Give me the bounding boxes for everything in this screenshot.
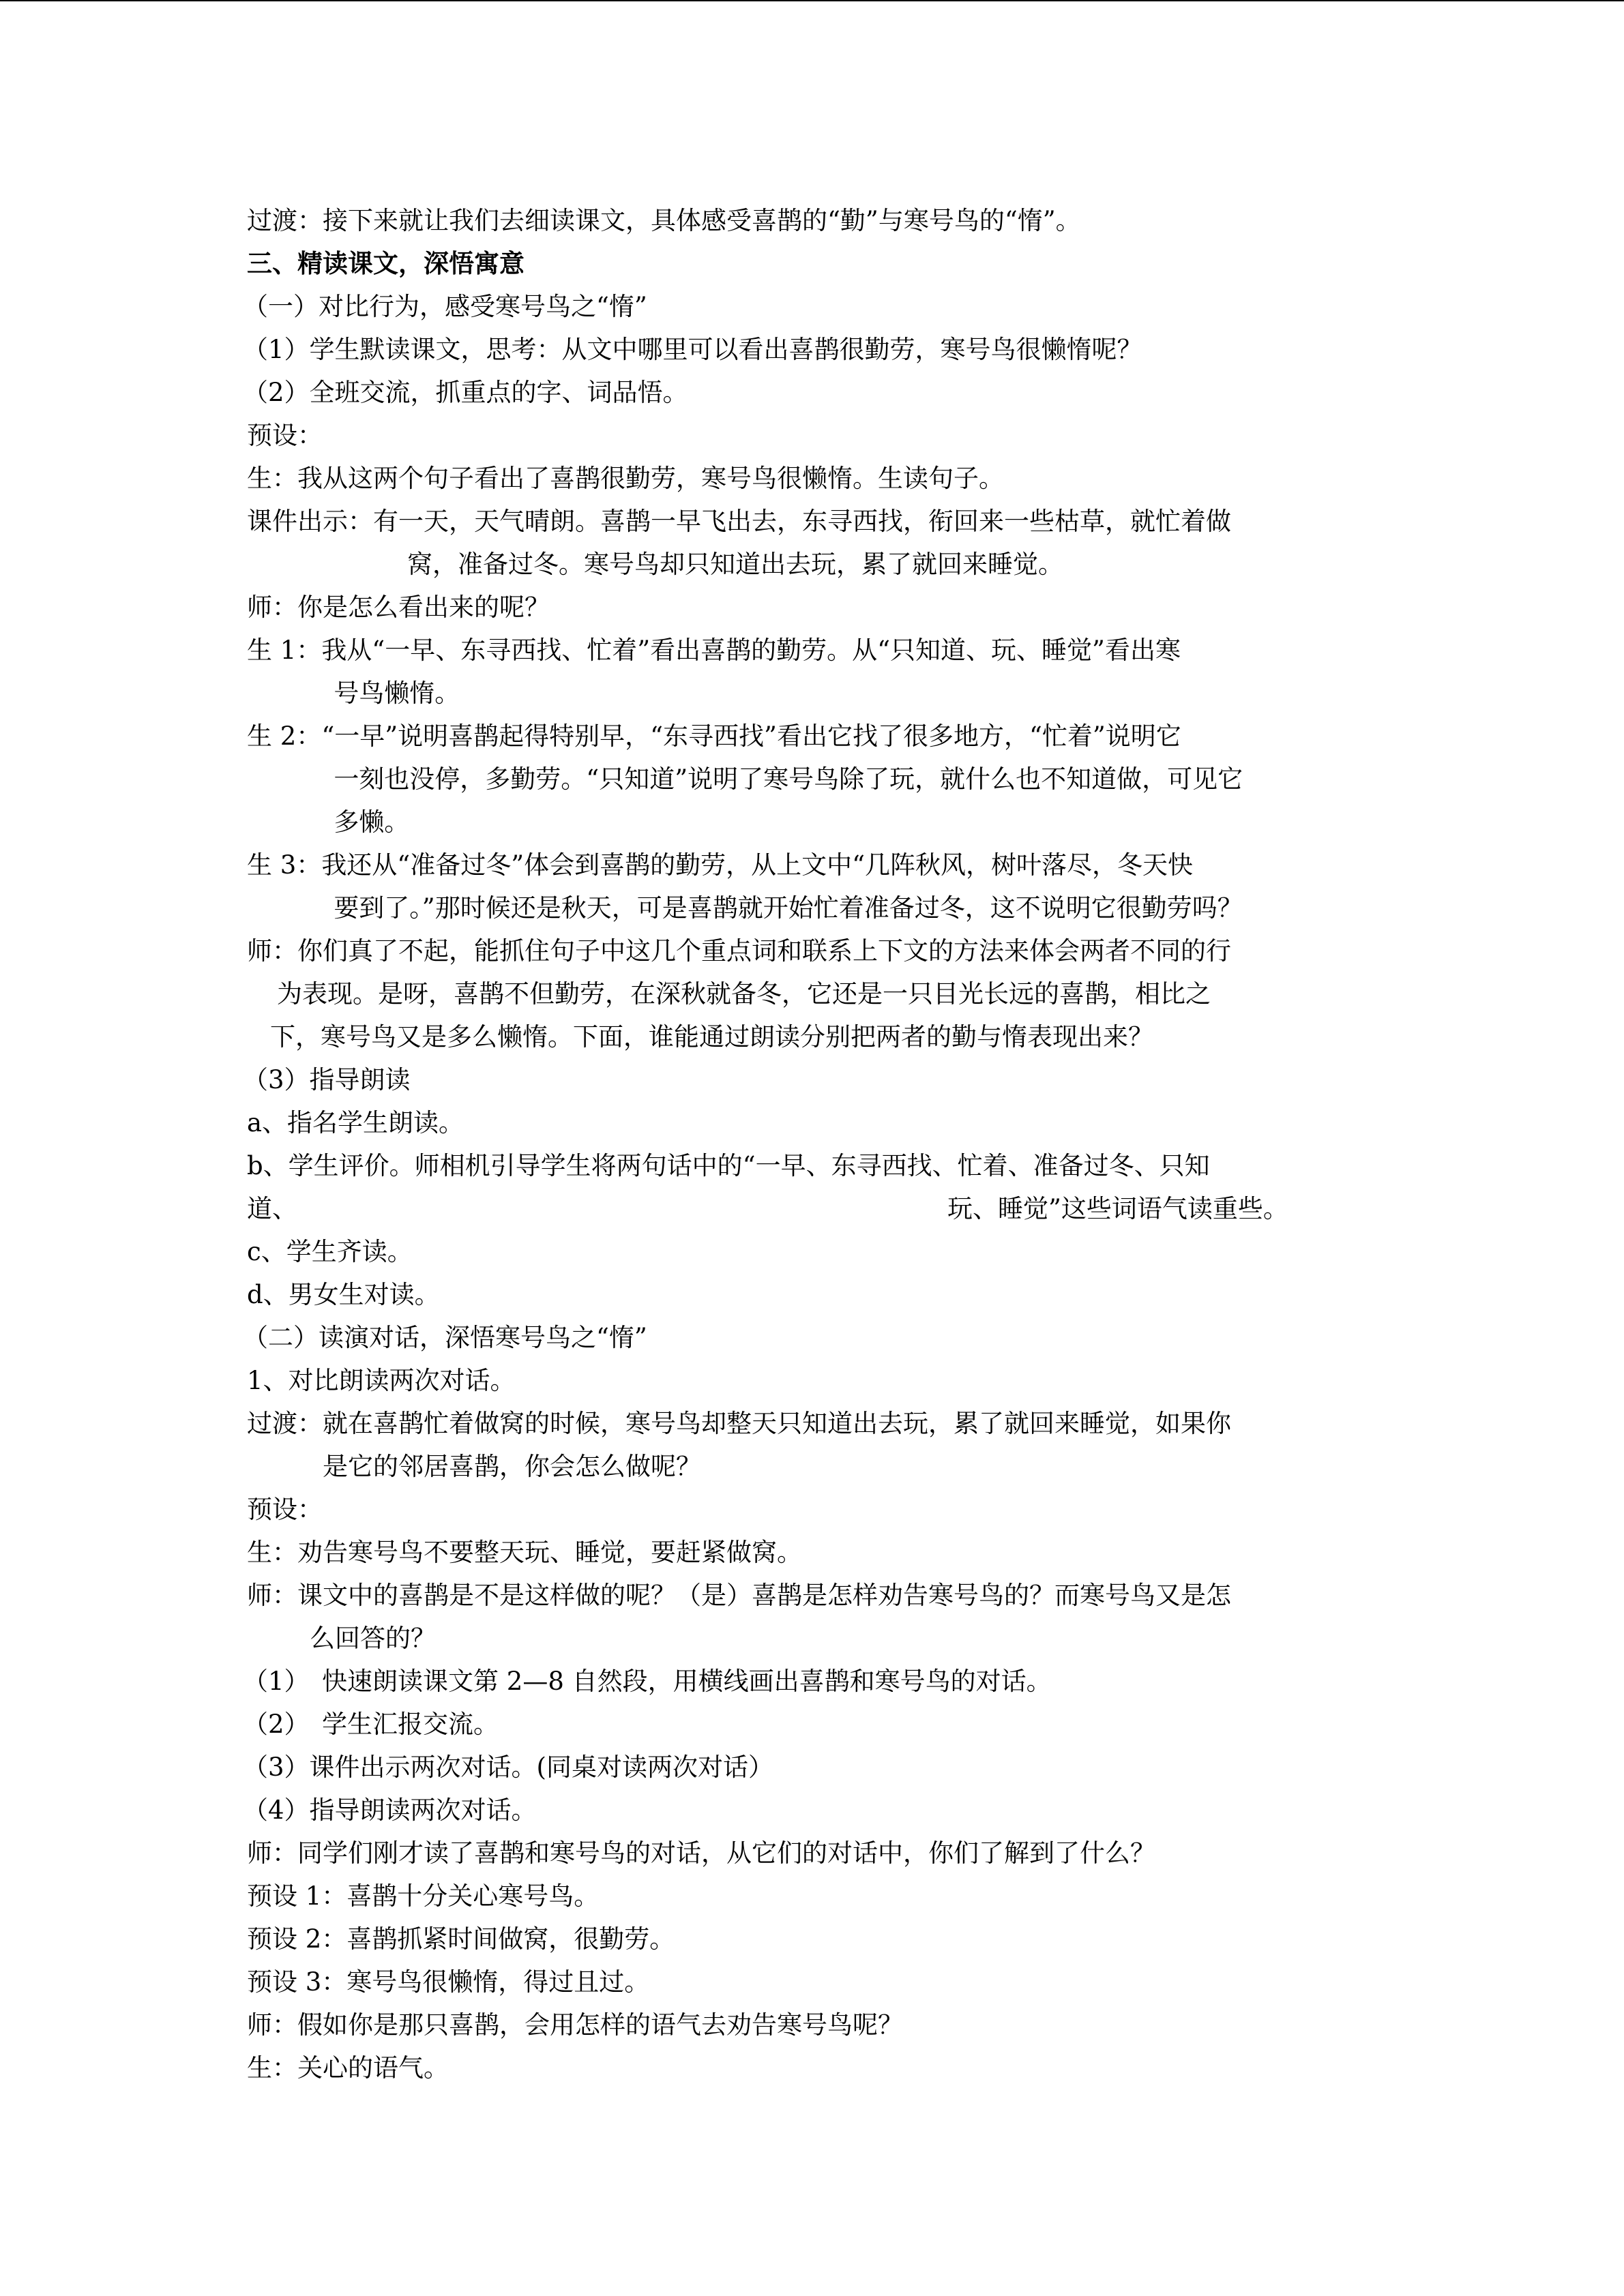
answer-text: 要到了。”那时候还是秋天，可是喜鹊就开始忙着准备过冬，这不说明它很勤劳吗？ bbox=[334, 893, 1243, 923]
transition-text: 是它的邻居喜鹊，你会怎么做呢？ bbox=[323, 1452, 701, 1481]
dialog-step: （3）课件出示两次对话。(同桌对读两次对话） bbox=[243, 1753, 773, 1782]
teacher-summary bbox=[247, 929, 1379, 1058]
page-top-border bbox=[0, 0, 1624, 1]
section-heading: 三、精读课文，深悟寓意 bbox=[247, 248, 525, 278]
guide-reading-title: （3）指导朗读 bbox=[243, 1065, 411, 1094]
answer-text: 多懒。 bbox=[334, 807, 410, 837]
preset-2: 预设 2：喜鹊抓紧时间做窝，很勤劳。 bbox=[247, 1924, 675, 1954]
step-line: （1）学生默读课文，思考：从文中哪里可以看出喜鹊很勤劳，寒号鸟很懒惰呢？ bbox=[243, 335, 1142, 364]
question-text: 课文中的喜鹊是不是这样做的呢？（是）喜鹊是怎样劝告寒号鸟的？而寒号鸟又是怎 bbox=[297, 1581, 1231, 1610]
answer-text: “一早”说明喜鹊起得特别早，“东寻西找”看出它找了很多地方，“忙着”说明它 bbox=[321, 721, 1181, 751]
dialog-step: （1） 快速朗读课文第 2—8 自然段，用横线画出喜鹊和寒号鸟的对话。 bbox=[243, 1667, 1052, 1696]
answer-text: 一刻也没停，多勤劳。“只知道”说明了寒号鸟除了玩，就什么也不知道做，可见它 bbox=[334, 764, 1243, 794]
student-label: 生 2： bbox=[247, 721, 322, 751]
guide-step-b-left: 道、 bbox=[247, 1194, 297, 1223]
step-line: （2）全班交流，抓重点的字、词品悟。 bbox=[243, 378, 688, 407]
answer-text: 我还从“准备过冬”体会到喜鹊的勤劳，从上文中“几阵秋风，树叶落尽，冬天快 bbox=[321, 850, 1194, 880]
summary-text: 下，寒号鸟又是多么懒惰。下面，谁能通过朗读分别把两者的勤与惰表现出来？ bbox=[270, 1022, 1153, 1052]
student-1-answer bbox=[247, 629, 1379, 715]
guide-step-b-right: 玩、睡觉”这些词语气读重些。 bbox=[947, 1194, 1288, 1223]
student-3-answer bbox=[247, 844, 1379, 929]
student-label: 生 1： bbox=[247, 636, 322, 665]
guide-step-b-continued bbox=[247, 1187, 1379, 1230]
dialog-step: （2） 学生汇报交流。 bbox=[243, 1710, 499, 1739]
item-1: 1、对比朗读两次对话。 bbox=[247, 1366, 516, 1395]
teacher-label: 师： bbox=[247, 1581, 297, 1610]
transition-text: 就在喜鹊忙着做窝的时候，寒号鸟却整天只知道出去玩，累了就回来睡觉，如果你 bbox=[323, 1409, 1231, 1438]
transition-line: 过渡：接下来就让我们去细读课文，具体感受喜鹊的“勤”与寒号鸟的“惰”。 bbox=[247, 206, 1081, 235]
answer-text: 号鸟懒惰。 bbox=[334, 679, 460, 708]
student-answer-final: 生：关心的语气。 bbox=[247, 2053, 449, 2083]
guide-step-d: d、男女生对读。 bbox=[247, 1280, 440, 1309]
teacher-label: 师： bbox=[247, 936, 297, 966]
teacher-question-3: 师：同学们刚才读了喜鹊和寒号鸟的对话，从它们的对话中，你们了解到了什么？ bbox=[247, 1838, 1155, 1868]
teacher-question-2 bbox=[247, 1574, 1379, 1660]
summary-text: 为表现。是呀，喜鹊不但勤劳，在深秋就备冬，它还是一只目光长远的喜鹊，相比之 bbox=[277, 979, 1211, 1009]
summary-text: 你们真了不起，能抓住句子中这几个重点词和联系上下文的方法来体会两者不同的行 bbox=[297, 936, 1231, 966]
courseware-block bbox=[247, 500, 1379, 586]
answer-text: 我从“一早、东寻西找、忙着”看出喜鹊的勤劳。从“只知道、玩、睡觉”看出寒 bbox=[321, 636, 1181, 665]
subsection-heading-2: （二）读演对话，深悟寒号鸟之“惰” bbox=[243, 1323, 647, 1352]
preset-3: 预设 3：寒号鸟很懒惰，得过且过。 bbox=[247, 1967, 650, 1997]
student-advice: 生：劝告寒号鸟不要整天玩、睡觉，要赶紧做窝。 bbox=[247, 1538, 802, 1567]
courseware-label: 课件出示： bbox=[247, 507, 373, 536]
document-body bbox=[243, 199, 1379, 2089]
student-2-answer bbox=[247, 715, 1379, 844]
teacher-question: 师：你是怎么看出来的呢？ bbox=[247, 593, 550, 622]
preset-line: 预设： bbox=[247, 421, 323, 450]
transition-label: 过渡： bbox=[247, 1409, 323, 1438]
transition-2 bbox=[247, 1402, 1379, 1488]
guide-step-c: c、学生齐读。 bbox=[247, 1237, 413, 1266]
student-label: 生 3： bbox=[247, 850, 322, 880]
preset-line-2: 预设： bbox=[247, 1495, 323, 1524]
guide-step-a: a、指名学生朗读。 bbox=[247, 1108, 464, 1137]
courseware-text: 有一天，天气晴朗。喜鹊一早飞出去，东寻西找，衔回来一些枯草，就忙着做 bbox=[373, 507, 1231, 536]
question-text: 么回答的？ bbox=[310, 1624, 436, 1653]
subsection-heading: （一）对比行为，感受寒号鸟之“惰” bbox=[243, 292, 647, 321]
courseware-text: 窝，准备过冬。寒号鸟却只知道出去玩，累了就回来睡觉。 bbox=[407, 550, 1063, 579]
guide-step-b: b、学生评价。师相机引导学生将两句话中的“一早、东寻西找、忙着、准备过冬、只知 bbox=[247, 1151, 1210, 1180]
preset-1: 预设 1：喜鹊十分关心寒号鸟。 bbox=[247, 1881, 600, 1911]
dialog-step: （4）指导朗读两次对话。 bbox=[243, 1795, 537, 1825]
teacher-question-4: 师：假如你是那只喜鹊，会用怎样的语气去劝告寒号鸟呢？ bbox=[247, 2010, 903, 2040]
student-line: 生：我从这两个句子看出了喜鹊很勤劳，寒号鸟很懒惰。生读句子。 bbox=[247, 464, 1004, 493]
